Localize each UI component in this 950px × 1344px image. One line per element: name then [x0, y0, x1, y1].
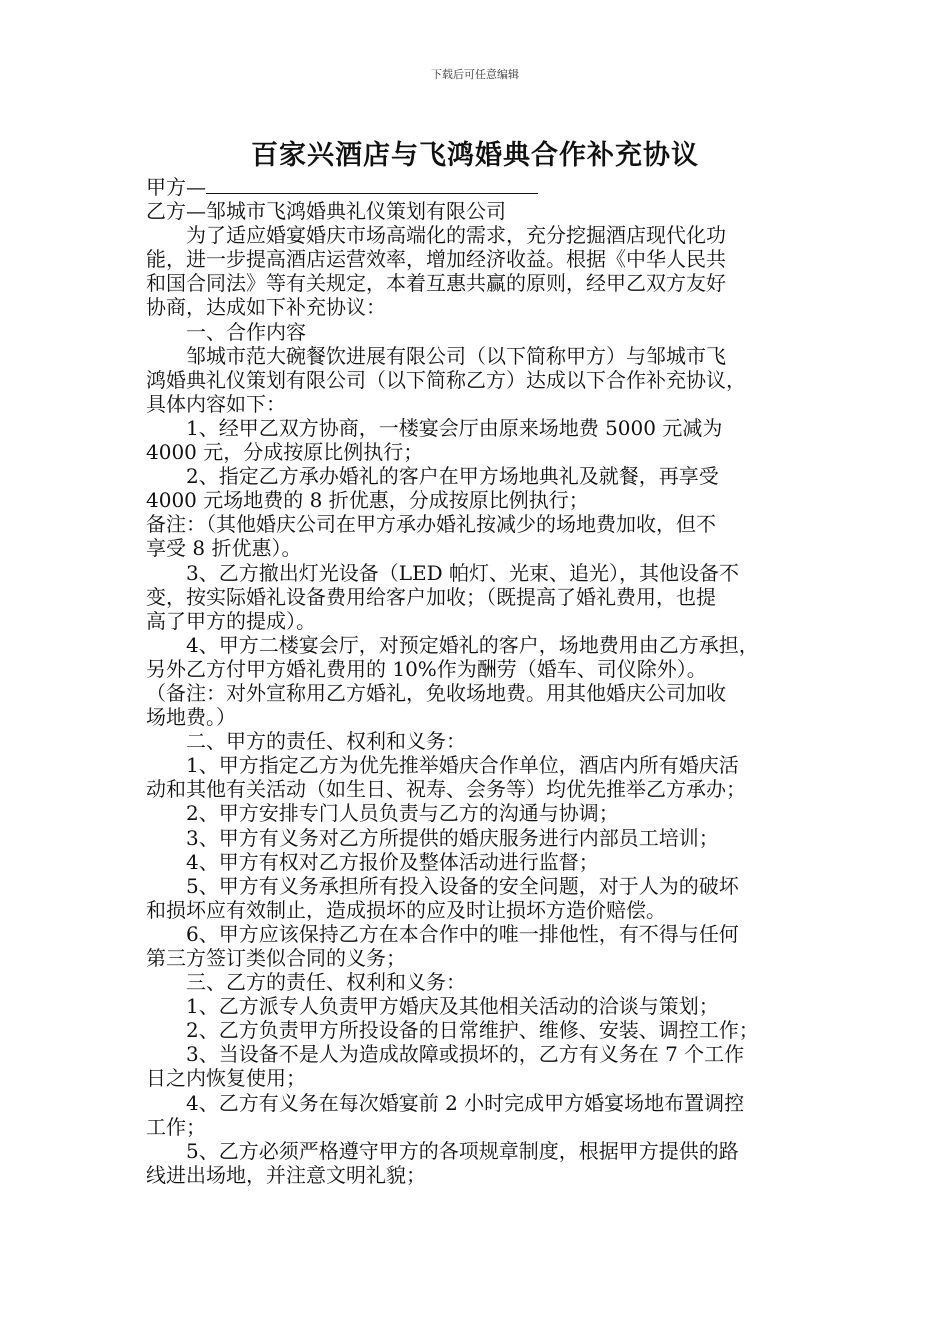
document-title: 百家兴酒店与飞鸿婚典合作补充协议 — [251, 140, 699, 171]
section-heading: 一、合作内容 — [186, 319, 306, 344]
party-a-blank — [206, 175, 538, 194]
body-line: 1、经甲乙双方协商，一楼宴会厅由原来场地费 5000 元减为 — [186, 415, 723, 440]
body-line: 日之内恢复使用； — [146, 1066, 306, 1091]
body-line: 4、乙方有义务在每次婚宴前 2 小时完成甲方婚宴场地布置调控 — [186, 1090, 745, 1115]
party-a-line — [146, 175, 812, 199]
body-line: 和国合同法》等有关规定，本着互惠共赢的原则，经甲乙双方友好 — [146, 271, 726, 296]
body-line: 鸿婚典礼仪策划有限公司（以下简称乙方）达成以下合作补充协议， — [146, 367, 746, 392]
body-line: 2、甲方安排专门人员负责与乙方的沟通与协调； — [186, 801, 619, 826]
section-heading: 二、甲方的责任、权利和义务： — [186, 729, 466, 754]
body-line: 1、甲方指定乙方为优先推举婚庆合作单位，酒店内所有婚庆活 — [186, 753, 739, 778]
body-line: 3、乙方撤出灯光设备（LED 帕灯、光束、追光），其他设备不 — [186, 560, 739, 585]
body-line: 变，按实际婚礼设备费用给客户加收；（既提高了婚礼费用，也提 — [146, 584, 716, 609]
body-line: 4、甲方二楼宴会厅，对预定婚礼的客户，场地费用由乙方承担， — [186, 632, 759, 657]
body-line: 动和其他有关活动（如生日、祝寿、会务等）均优先推举乙方承办； — [146, 777, 746, 802]
header-note: 下载后可任意编辑 — [431, 68, 519, 81]
body-line: 场地费。） — [146, 705, 236, 730]
body-line: 另外乙方付甲方婚礼费用的 10%作为酬劳（婚车、司仪除外）。 — [146, 656, 707, 681]
body-line: 4、甲方有权对乙方报价及整体活动进行监督； — [186, 849, 599, 874]
body-line: 工作； — [146, 1114, 206, 1139]
body-line: 3、当设备不是人为造成故障或损坏的，乙方有义务在 7 个工作 — [186, 1042, 745, 1067]
body-line: 第三方签订类似合同的义务； — [146, 946, 406, 970]
body-line: （备注：对外宣称用乙方婚礼，免收场地费。用其他婚庆公司加收 — [146, 680, 726, 705]
body-line: 协商，达成如下补充协议： — [146, 295, 386, 320]
body-line: 4000 元，分成按原比例执行； — [146, 440, 424, 465]
party-a-label: 甲方— — [146, 175, 206, 199]
body-line: 能，进一步提高酒店运营效率，增加经济收益。根据《中华人民共 — [146, 247, 726, 272]
document-body — [146, 175, 812, 1187]
body-line: 高了甲方的提成）。 — [146, 608, 316, 633]
body-line: 和损坏应有效制止，造成损坏的应及时让损坏方造价赔偿。 — [146, 897, 666, 922]
body-line: 4000 元场地费的 8 折优惠，分成按原比例执行； — [146, 488, 589, 513]
body-line: 6、甲方应该保持乙方在本合作中的唯一排他性，有不得与任何 — [186, 921, 739, 946]
body-line: 备注：（其他婚庆公司在甲方承办婚礼按减少的场地费加收，但不 — [146, 512, 716, 537]
party-b-line: 乙方—邹城市飞鸿婚典礼仪策划有限公司 — [146, 199, 506, 224]
section-heading: 三、乙方的责任、权利和义务： — [186, 970, 466, 995]
body-line: 1、乙方派专人负责甲方婚庆及其他相关活动的洽谈与策划； — [186, 994, 719, 1019]
body-line: 为了适应婚宴婚庆市场高端化的需求，充分挖掘酒店现代化功 — [186, 223, 726, 248]
body-line: 具体内容如下： — [146, 391, 286, 416]
body-line: 2、乙方负责甲方所投设备的日常维护、维修、安装、调控工作； — [186, 1018, 759, 1043]
body-line: 邹城市范大碗餐饮进展有限公司（以下简称甲方）与邹城市飞 — [186, 343, 726, 368]
body-line: 5、甲方有义务承担所有投入设备的安全问题，对于人为的破坏 — [186, 873, 739, 898]
body-line: 5、乙方必须严格遵守甲方的各项规章制度，根据甲方提供的路 — [186, 1138, 739, 1163]
body-line: 享受 8 折优惠）。 — [146, 536, 302, 561]
body-line: 2、指定乙方承办婚礼的客户在甲方场地典礼及就餐，再享受 — [186, 464, 719, 489]
body-line: 3、甲方有义务对乙方所提供的婚庆服务进行内部员工培训； — [186, 825, 719, 850]
body-line: 线进出场地，并注意文明礼貌； — [146, 1162, 426, 1187]
